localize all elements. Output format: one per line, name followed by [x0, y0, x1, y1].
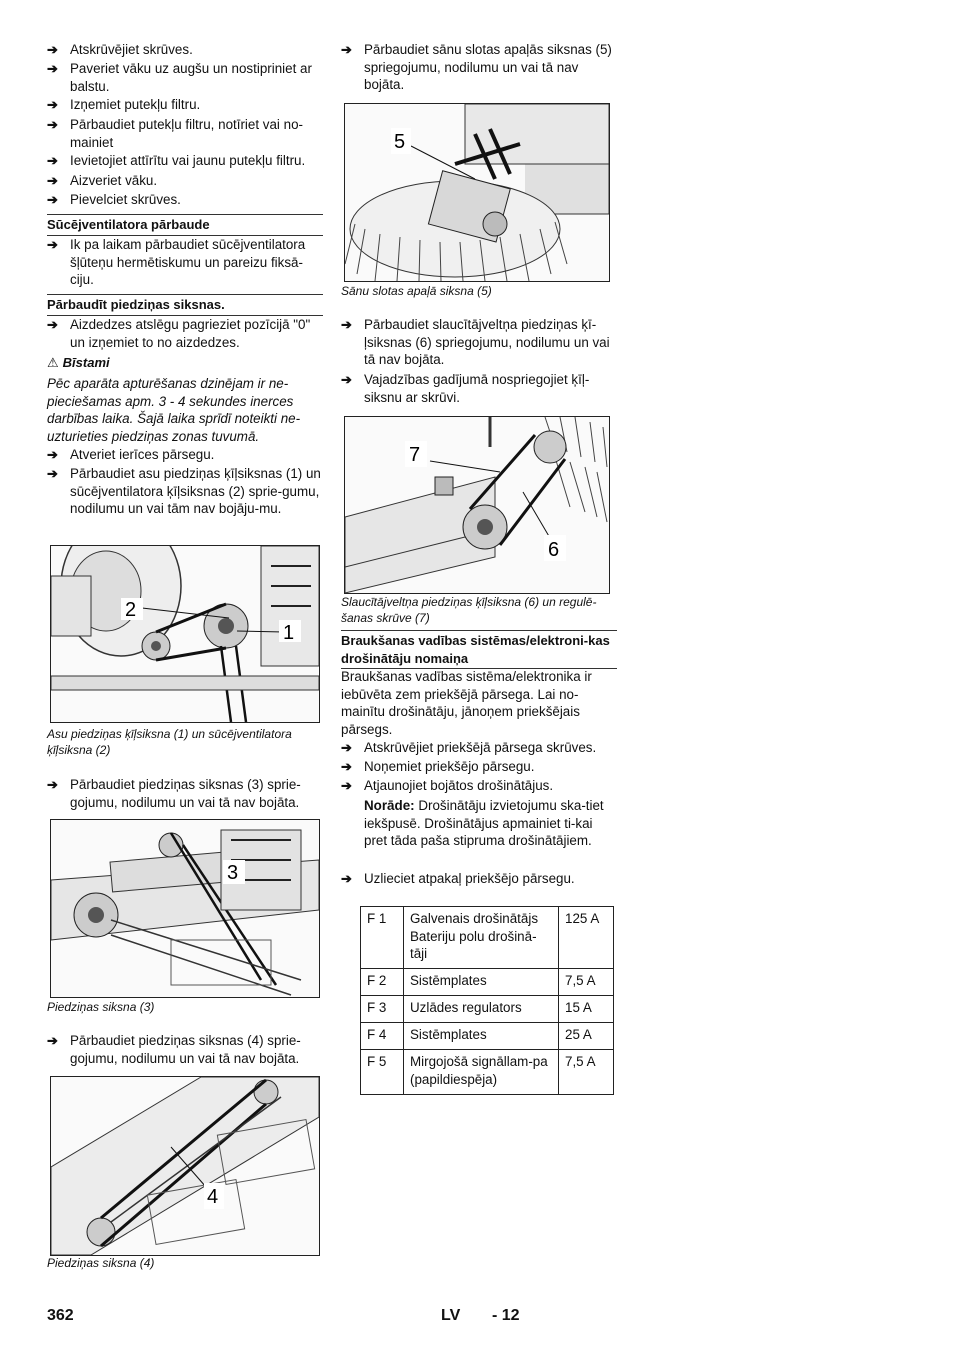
language-code: LV	[441, 1307, 461, 1324]
fuse-id: F 1	[361, 907, 404, 969]
side-brush-figure	[344, 103, 610, 282]
figure-caption: Asu piedziņas ķīļsiksna (1) un sūcējventilatora ķīļsiksna (2)	[47, 727, 292, 757]
fuse-rating: 25 A	[559, 1023, 614, 1050]
step-item: ➔ Ievietojiet attīrītu vai jaunu putekļu filtru.	[47, 153, 306, 168]
arrow-icon: ➔	[47, 447, 58, 462]
figure-caption: Piedziņas siksna (4)	[47, 1256, 155, 1270]
arrow-icon: ➔	[47, 777, 58, 792]
step-item: ➔ Pārbaudiet slaucītājveltņa piedziņas ķī-ļsiksnas (6) spriegojumu, nodilumu un vai tā nav bojāta.	[341, 317, 610, 368]
step-item: ➔ Pārbaudiet sānu slotas apaļās siksnas (5) spriegojumu, nodilumu un vai tā nav bojāta.	[341, 42, 612, 93]
arrow-icon: ➔	[47, 1033, 58, 1048]
table-row	[361, 1050, 614, 1095]
step-item: ➔ Ik pa laikam pārbaudiet sūcējventilatora šļūteņu hermētiskumu un pareizu fiksā-ciju.	[47, 237, 306, 288]
roller-drive-figure	[344, 416, 610, 594]
step-item: ➔ Pārbaudiet piedziņas siksnas (4) sprie-gojumu, nodilumu un vai tā nav bojāta.	[47, 1033, 301, 1066]
arrow-icon: ➔	[47, 97, 58, 112]
arrow-icon: ➔	[341, 42, 352, 57]
section-heading: Sūcējventilatora pārbaude	[47, 214, 323, 236]
arrow-icon: ➔	[47, 192, 58, 207]
fuse-description: Mirgojošā signāllam-pa (papildiespēja)	[404, 1050, 559, 1095]
step-item: ➔ Aizveriet vāku.	[47, 173, 158, 188]
fuse-rating: 7,5 A	[559, 1050, 614, 1095]
fuse-rating: 15 A	[559, 996, 614, 1023]
table-row	[361, 996, 614, 1023]
figure-label: 1	[283, 622, 295, 644]
step-item: ➔ Atjaunojiet bojātos drošinātājus.	[341, 778, 554, 793]
body-paragraph: Braukšanas vadības sistēma/elektronika ir iebūvēta zem priekšējā pārsega. Lai no-mainītu drošinātāju, jānoņem priekšējais pārsegs.	[341, 669, 592, 737]
fuse-description: Galvenais drošinātājs Bateriju polu drošinā-tāji	[404, 907, 559, 969]
step-item: ➔ Pārbaudiet putekļu filtru, notīriet vai no-mainiet	[47, 117, 303, 150]
figure-caption: Sānu slotas apaļā siksna (5)	[341, 284, 492, 298]
belt-drive-figure-1	[50, 545, 320, 723]
step-item: ➔ Atskrūvējiet priekšējā pārsega skrūves.	[341, 740, 597, 755]
figure-label: 3	[227, 862, 239, 884]
table-row	[361, 1023, 614, 1050]
figure-label: 2	[125, 599, 137, 621]
figure-label: 4	[207, 1186, 219, 1208]
arrow-icon: ➔	[47, 153, 58, 168]
belt-drive-figure-3	[50, 1076, 320, 1256]
section-heading: Braukšanas vadības sistēmas/elektroni-kas drošinātāju nomaiņa	[341, 630, 617, 669]
arrow-icon: ➔	[341, 372, 352, 387]
step-item: ➔ Uzlieciet atpakaļ priekšējo pārsegu.	[341, 871, 575, 886]
arrow-icon: ➔	[47, 42, 58, 57]
fuse-id: F 4	[361, 1023, 404, 1050]
arrow-icon: ➔	[341, 759, 352, 774]
step-item: ➔ Pārbaudiet asu piedziņas ķīļsiksnas (1) un sūcējventilatora ķīļsiksnas (2) sprie-gumu, nodilumu un vai tām nav bojāju-mu.	[47, 466, 321, 517]
arrow-icon: ➔	[341, 740, 352, 755]
figure-label: 5	[394, 131, 406, 153]
section-heading: Pārbaudīt piedziņas siksnas.	[47, 294, 323, 316]
step-item: ➔ Vajadzības gadījumā nospriegojiet ķīļ-siksnu ar skrūvi.	[341, 372, 590, 405]
fuse-description: Uzlādes regulators	[404, 996, 559, 1023]
note-paragraph: Norāde: Drošinātāju izvietojumu ska-tiet iekšpusē. Drošinātājus apmainiet ti-kai pret tāda paša stipruma drošinātājiem.	[364, 798, 604, 849]
fuse-table	[360, 906, 614, 1095]
step-item: ➔ Noņemiet priekšējo pārsegu.	[341, 759, 535, 774]
fuse-id: F 3	[361, 996, 404, 1023]
arrow-icon: ➔	[47, 61, 58, 76]
fuse-description: Sistēmplates	[404, 1023, 559, 1050]
sub-page-number: - 12	[492, 1307, 520, 1324]
fuse-id: F 5	[361, 1050, 404, 1095]
arrow-icon: ➔	[47, 237, 58, 252]
page-number: 362	[47, 1307, 74, 1324]
table-row	[361, 969, 614, 996]
step-item: ➔ Aizdedzes atslēgu pagrieziet pozīcijā "0" un izņemiet to no aizdedzes.	[47, 317, 311, 350]
figure-caption: Piedziņas siksna (3)	[47, 1000, 155, 1014]
step-item: ➔ Atveriet ierīces pārsegu.	[47, 447, 215, 462]
arrow-icon: ➔	[47, 317, 58, 332]
warning-title: ⚠ Bīstami	[47, 355, 110, 370]
arrow-icon: ➔	[47, 173, 58, 188]
warning-text: Pēc aparāta apturēšanas dzinējam ir ne-pieciešamas apm. 3 - 4 sekundes inerces darbības laika. Šajā laika sprīdī noteikti ne-uzturieties piedziņas zonas tuvumā.	[47, 376, 301, 444]
fuse-description: Sistēmplates	[404, 969, 559, 996]
step-item: ➔ Pārbaudiet piedziņas siksnas (3) sprie-gojumu, nodilumu un vai tā nav bojāta.	[47, 777, 301, 810]
figure-label: 7	[409, 444, 421, 466]
step-item: ➔ Paveriet vāku uz augšu un nostipriniet ar balstu.	[47, 61, 312, 94]
arrow-icon: ➔	[47, 117, 58, 132]
belt-drive-figure-2	[50, 819, 320, 998]
arrow-icon: ➔	[47, 466, 58, 481]
fuse-rating: 125 A	[559, 907, 614, 969]
step-item: ➔ Izņemiet putekļu filtru.	[47, 97, 201, 112]
arrow-icon: ➔	[341, 871, 352, 886]
fuse-rating: 7,5 A	[559, 969, 614, 996]
arrow-icon: ➔	[341, 778, 352, 793]
step-item: ➔ Pievelciet skrūves.	[47, 192, 181, 207]
warning-triangle-icon: ⚠	[47, 355, 59, 370]
arrow-icon: ➔	[341, 317, 352, 332]
figure-label: 6	[548, 539, 560, 561]
table-row	[361, 907, 614, 969]
step-item: ➔ Atskrūvējiet skrūves.	[47, 42, 193, 57]
fuse-id: F 2	[361, 969, 404, 996]
figure-caption: Slaucītājveltņa piedziņas ķīļsiksna (6) un regulē-šanas skrūve (7)	[341, 595, 597, 625]
